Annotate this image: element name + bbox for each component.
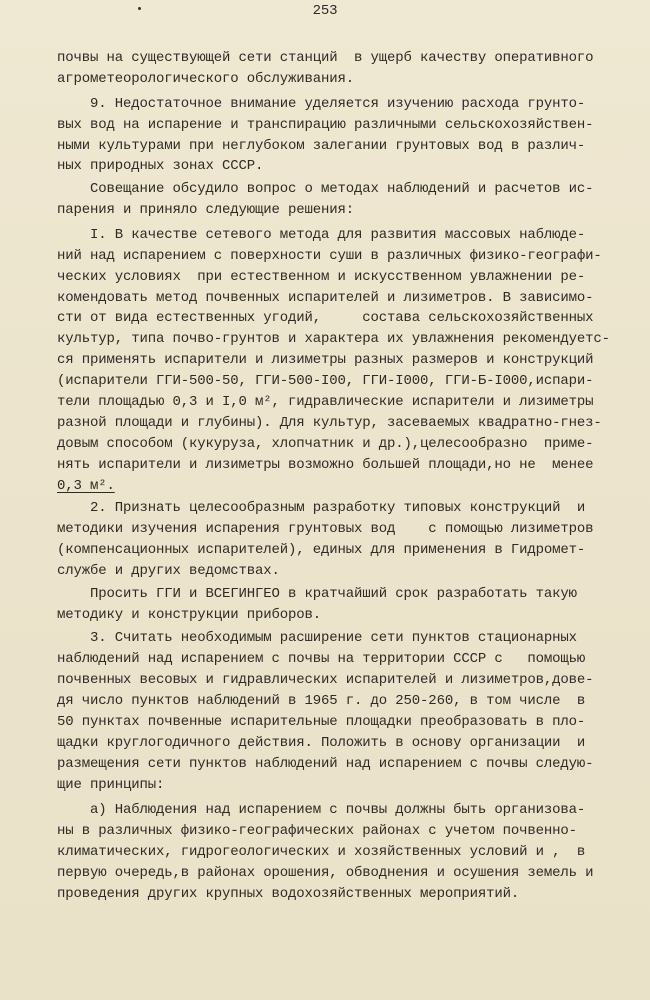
text-line: методику и конструкции приборов.: [57, 607, 322, 623]
text-line: 9. Недостаточное внимание уделяется изучению расхода грунто-: [57, 96, 586, 112]
text-line: 50 пунктах почвенные испарительные площадки преобразовать в пло-: [57, 714, 586, 730]
text-line: ся применять испарители и лизиметры разных размеров и конструкций: [57, 352, 594, 368]
text-line: 2. Признать целесообразным разработку типовых конструкций и: [57, 500, 586, 516]
text-line: (испарители ГГИ-500-50, ГГИ-500-I00, ГГИ-I000, ГГИ-Б-I000,испари-: [57, 373, 594, 389]
text-line: парения и приняло следующие решения:: [57, 202, 355, 218]
text-line: методики изучения испарения грунтовых вод с помощью лизиметров: [57, 521, 594, 537]
text-line: службе и других ведомствах.: [57, 563, 280, 579]
text-line: культур, типа почво-грунтов и характера их увлажнения рекомендуетс-: [57, 331, 610, 347]
text-line: щадки круглогодичного действия. Положить в основу организации и: [57, 735, 586, 751]
text-line: разной площади и глубины). Для культур, засеваемых квадратно-гнез-: [57, 415, 602, 431]
text-line: проведения других крупных водохозяйственных мероприятий.: [57, 886, 520, 902]
text-line: агрометеорологического обслуживания.: [57, 71, 355, 87]
text-line: климатических, гидрогеологических и хозяйственных условий и , в: [57, 844, 586, 860]
text-line: Просить ГГИ и ВСЕГИНГЕО в кратчайший срок разработать такую: [57, 586, 577, 602]
text-line: ными культурами при неглубоком залегании грунтовых вод в различ-: [57, 138, 586, 154]
text-line: 3. Считать необходимым расширение сети пунктов стационарных: [57, 630, 577, 646]
text-line: первую очередь,в районах орошения, обводнения и осушения земель и: [57, 865, 594, 881]
text-line: вых вод на испарение и транспирацию различными сельскохозяйствен-: [57, 117, 594, 133]
text-line: а) Наблюдения над испарением с почвы должны быть организова-: [57, 802, 586, 818]
text-line: щие принципы:: [57, 777, 165, 793]
text-line: ческих условиях при естественном и искусственном увлажнении ре-: [57, 269, 586, 285]
text-line: нять испарители и лизиметры возможно большей площади,но не менее: [57, 457, 594, 473]
text-line: дя число пунктов наблюдений в 1965 г. до 250-260, в том числе в: [57, 693, 586, 709]
text-line: Совещание обсудило вопрос о методах наблюдений и расчетов ис-: [57, 181, 594, 197]
text-line: ний над испарением с поверхности суши в различных физико-географи-: [57, 248, 602, 264]
text-line: довым способом (кукуруза, хлопчатник и др.),целесообразно приме-: [57, 436, 594, 452]
page-number: 253: [312, 3, 338, 19]
text-line-underlined: 0,3 м².: [57, 478, 115, 494]
text-line: ных природных зонах СССР.: [57, 158, 264, 174]
text-line: почвы на существующей сети станций в ущерб качеству оперативного: [57, 50, 594, 66]
text-line: тели площадью 0,3 и I,0 м², гидравлические испарители и лизиметры: [57, 394, 594, 410]
speck-mark: [138, 7, 141, 10]
text-line: размещения сети пунктов наблюдений над испарением с почвы следую-: [57, 756, 594, 772]
text-line: сти от вида естественных угодий, состава сельскохозяйственных: [57, 310, 594, 326]
text-line: ны в различных физико-географических районах с учетом почвенно-: [57, 823, 577, 839]
text-line: I. В качестве сетевого метода для развития массовых наблюде-: [57, 227, 586, 243]
text-line: комендовать метод почвенных испарителей и лизиметров. В зависимо-: [57, 290, 594, 306]
text-line: (компенсационных испарителей), единых для применения в Гидромет-: [57, 542, 586, 558]
text-line: почвенных весовых и гидравлических испарителей и лизиметров,дове-: [57, 672, 594, 688]
text-line: наблюдений над испарением с почвы на территории СССР с помощью: [57, 651, 586, 667]
